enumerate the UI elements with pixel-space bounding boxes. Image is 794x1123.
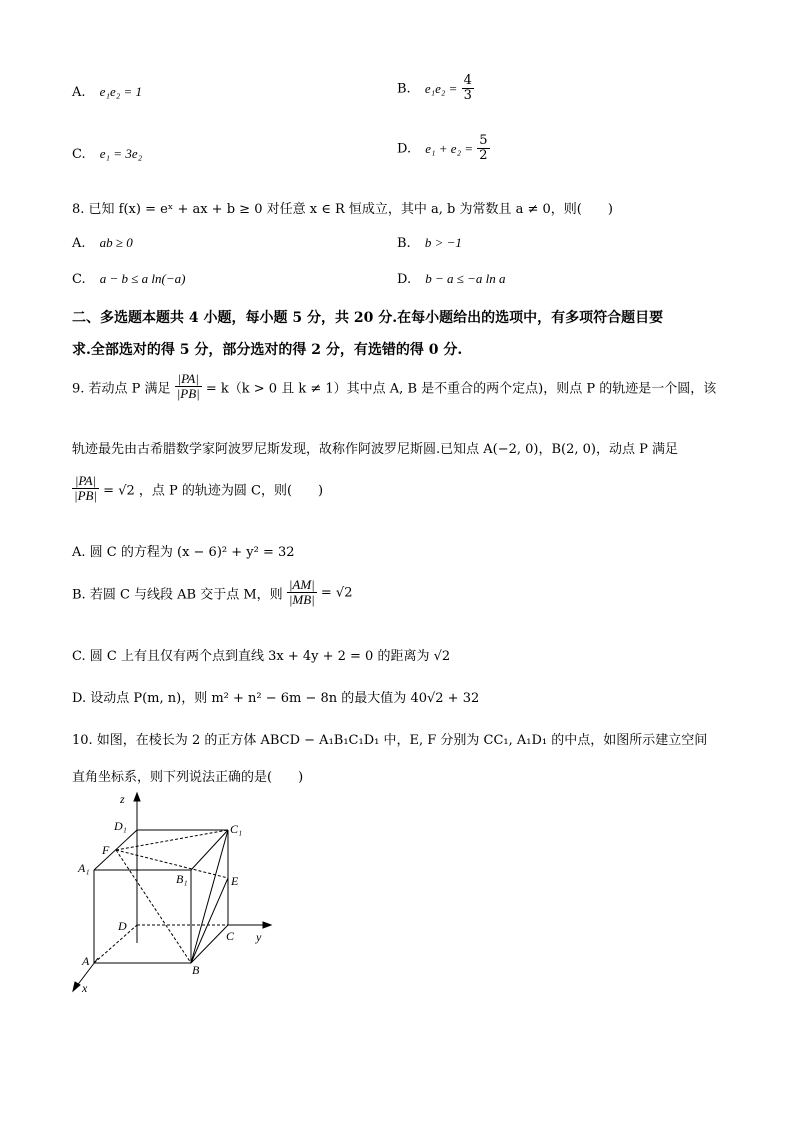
fraction: $\frac{|AM|}{|MB|}$ — [288, 577, 315, 608]
q9-option-d: D. 设动点 P(m, n)，则 m² + n² − 6m − 8n 的最大值为 40√2 + 32 — [72, 691, 480, 706]
fraction: $\frac{5}{2}$ — [479, 133, 488, 164]
option-expression: e₁e₂ = 1 — [99, 84, 143, 99]
label-e: E — [231, 874, 239, 888]
option-label: C. — [72, 147, 86, 162]
label-b1: B₁ — [176, 872, 188, 886]
q8-option-b: B. b > −1 — [397, 235, 462, 251]
label-y: y — [256, 930, 262, 944]
z-arrow — [134, 793, 140, 801]
q7-option-d — [397, 134, 490, 164]
q7-option-a — [72, 84, 142, 100]
option-label: D. — [397, 141, 412, 157]
option-expression: e₁ + e₂ = — [425, 140, 474, 156]
label-a: A — [82, 954, 90, 968]
q10-stem-line2: 直角坐标系，则下列说法正确的是( ) — [72, 770, 304, 785]
q9-option-a: A. 圆 C 的方程为 (x − 6)² + y² = 32 — [72, 545, 295, 560]
section-header: 二、多选题本题共 4 小题，每小题 5 分，共 20 分.在每小题给出的选项中，有多项符合题目要 — [72, 310, 664, 326]
label-f: F — [102, 843, 110, 857]
q8-option-c: C. a − b ≤ a ln(−a) — [72, 271, 186, 287]
label-a1: A₁ — [78, 861, 90, 875]
fraction: $\frac{|PA|}{|PB|}$ — [74, 473, 98, 504]
label-d1: D₁ — [114, 819, 127, 833]
option-label: B. — [397, 81, 411, 97]
q8-option-d: D. b − a ≤ −a ln a — [397, 271, 506, 287]
option-expression: e₁e₂ = — [424, 80, 458, 96]
y-arrow — [263, 922, 271, 928]
q8-stem: 8. 已知 f(x) = eˣ + ax + b ≥ 0 对任意 x ∈ R 恒成立，其中 a, b 为常数且 a ≠ 0，则( ) — [72, 202, 613, 217]
q8-option-a: A. ab ≥ 0 — [72, 235, 133, 251]
label-c: C — [226, 929, 235, 943]
q9-option-c: C. 圆 C 上有且仅有两个点到直线 3x + 4y + 2 = 0 的距离为 √2 — [72, 649, 451, 664]
q9-stem-line3: $\frac{|PA|}{|PB|}$ = √2 ，点 P 的轨迹为圆 C，则( ) — [74, 473, 324, 504]
label-x: x — [82, 981, 88, 995]
option-label: A. — [72, 85, 86, 100]
cube-figure — [60, 785, 280, 1000]
q9-stem-line2: 轨迹最先由古希腊数学家阿波罗尼斯发现，故称作阿波罗尼斯圆.已知点 A(−2, 0)，B(2, 0)，动点 P 满足 — [72, 442, 679, 457]
label-b: B — [192, 963, 200, 977]
label-z: z — [120, 792, 125, 806]
q10-stem-line1: 10. 如图，在棱长为 2 的正方体 ABCD − A₁B₁C₁D₁ 中，E, F 分别为 CC₁, A₁D₁ 的中点，如图所示建立空间 — [72, 733, 708, 748]
fraction: $\frac{|PA|}{|PB|}$ — [176, 371, 200, 402]
q9-stem-line1: 9. 若动点 P 满足 $\frac{|PA|}{|PB|}$ = k（k > 0 且 k ≠ 1）其中点 A, B 是不重合的两个定点)，则点 P 的轨迹是一个圆，该 — [72, 371, 717, 402]
q9-option-b: B. 若圆 C 与线段 AB 交于点 M，则 $\frac{|AM|}{|MB|}$ = √2 — [72, 577, 353, 608]
label-d: D — [118, 919, 127, 933]
fraction: $\frac{4}{3}$ — [463, 73, 472, 104]
q7-option-c — [72, 146, 142, 162]
label-c1: C₁ — [230, 822, 243, 836]
q7-option-b — [397, 74, 474, 104]
section-header-cont: 求.全部选对的得 5 分，部分选对的得 2 分，有选错的得 0 分. — [72, 342, 463, 358]
option-expression: e₁ = 3e₂ — [99, 146, 143, 161]
